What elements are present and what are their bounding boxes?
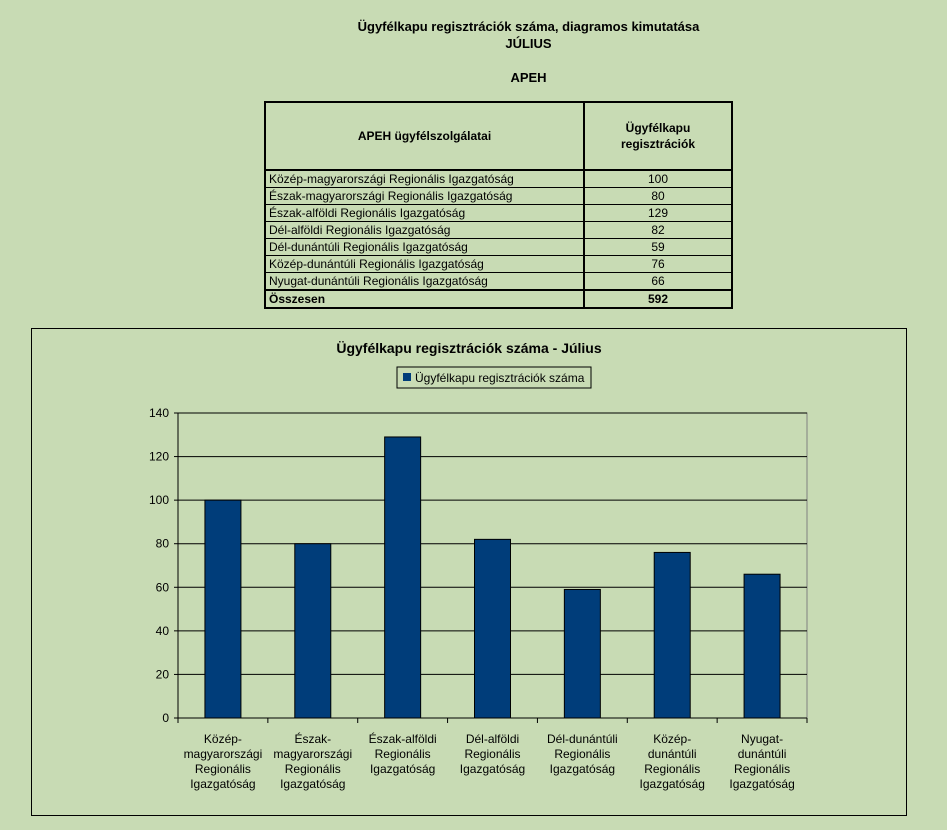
office-name: Közép-magyarországi Regionális Igazgatóság — [265, 170, 584, 188]
table-row — [265, 273, 732, 291]
x-tick-label: Regionális — [644, 762, 701, 776]
table-total-row — [265, 290, 732, 308]
chart-title: Ügyfélkapu regisztrációk száma - Július — [336, 340, 602, 356]
y-tick-label: 80 — [155, 536, 169, 551]
office-name: Dél-dunántúli Regionális Igazgatóság — [265, 239, 584, 256]
summary-table — [264, 101, 733, 309]
registration-count: 76 — [584, 256, 732, 273]
x-tick-label: dunántúli — [647, 747, 697, 761]
table-row — [265, 239, 732, 256]
x-tick-label: Igazgatóság — [729, 777, 795, 791]
bar — [564, 589, 600, 718]
bar-chart — [32, 329, 906, 815]
office-name: Észak-alföldi Regionális Igazgatóság — [265, 205, 584, 222]
bar — [295, 544, 331, 718]
legend-swatch — [403, 373, 411, 381]
report-org: APEH — [510, 70, 547, 85]
x-tick-label: Közép- — [653, 732, 692, 746]
registration-count: 100 — [584, 170, 732, 188]
x-tick-label: Regionális — [464, 747, 521, 761]
col-header-office: APEH ügyfélszolgálatai — [265, 102, 584, 170]
bar — [385, 437, 421, 718]
y-tick-label: 120 — [148, 449, 169, 464]
y-tick-label: 100 — [148, 493, 169, 508]
x-tick-label: Nyugat- — [741, 732, 784, 746]
total-value: 592 — [584, 290, 732, 308]
table-body — [265, 170, 732, 290]
total-label: Összesen — [265, 290, 584, 308]
table-row — [265, 256, 732, 273]
registration-count: 59 — [584, 239, 732, 256]
registration-count: 80 — [584, 188, 732, 205]
x-tick-label: Észak-alföldi — [368, 732, 437, 746]
y-tick-label: 40 — [155, 623, 169, 638]
x-tick-label: Regionális — [554, 747, 611, 761]
bar — [744, 574, 780, 718]
x-tick-label: dunántúli — [737, 747, 787, 761]
y-tick-label: 140 — [148, 406, 169, 420]
x-tick-label: Igazgatóság — [190, 777, 256, 791]
bar — [475, 539, 511, 718]
col-header-line2: regisztrációk — [620, 137, 696, 151]
table-row — [265, 222, 732, 239]
x-tick-label: Regionális — [374, 747, 431, 761]
registration-count: 66 — [584, 273, 732, 291]
bar — [205, 500, 241, 718]
x-tick-label: Igazgatóság — [369, 762, 436, 776]
x-tick-label: Regionális — [284, 762, 341, 776]
registration-count: 129 — [584, 205, 732, 222]
x-tick-label: magyarországi — [273, 747, 353, 761]
table-header-row — [265, 102, 732, 170]
chart-container — [31, 328, 907, 816]
x-tick-label: Regionális — [734, 762, 791, 776]
table-row — [265, 170, 732, 188]
legend-label: Ügyfélkapu regisztrációk száma — [415, 371, 585, 385]
registration-count: 82 — [584, 222, 732, 239]
y-tick-label: 0 — [162, 711, 169, 725]
office-name: Nyugat-dunántúli Regionális Igazgatóság — [265, 273, 584, 291]
x-tick-label: Dél-dunántúli — [546, 732, 618, 746]
x-tick-label: Igazgatóság — [549, 762, 616, 776]
report-month: JÚLIUS — [505, 36, 552, 51]
x-tick-label: Közép- — [203, 732, 242, 746]
x-tick-label: Regionális — [194, 762, 251, 776]
report-title: Ügyfélkapu regisztrációk száma, diagramos kimutatása — [357, 19, 700, 34]
col-header-registrations — [584, 102, 732, 170]
x-tick-label: magyarországi — [183, 747, 263, 761]
x-tick-label: Igazgatóság — [280, 777, 346, 791]
table-row — [265, 188, 732, 205]
office-name: Észak-magyarországi Regionális Igazgatóság — [265, 188, 584, 205]
y-tick-label: 60 — [155, 580, 169, 595]
y-tick-label: 20 — [155, 667, 169, 682]
x-tick-label: Igazgatóság — [639, 777, 705, 791]
office-name: Közép-dunántúli Regionális Igazgatóság — [265, 256, 584, 273]
x-tick-label: Dél-alföldi — [465, 732, 520, 746]
office-name: Dél-alföldi Regionális Igazgatóság — [265, 222, 584, 239]
x-tick-label: Észak- — [294, 732, 332, 746]
col-header-line1: Ügyfélkapu — [625, 121, 691, 135]
table-row — [265, 205, 732, 222]
bar — [654, 552, 690, 718]
x-tick-label: Igazgatóság — [459, 762, 526, 776]
